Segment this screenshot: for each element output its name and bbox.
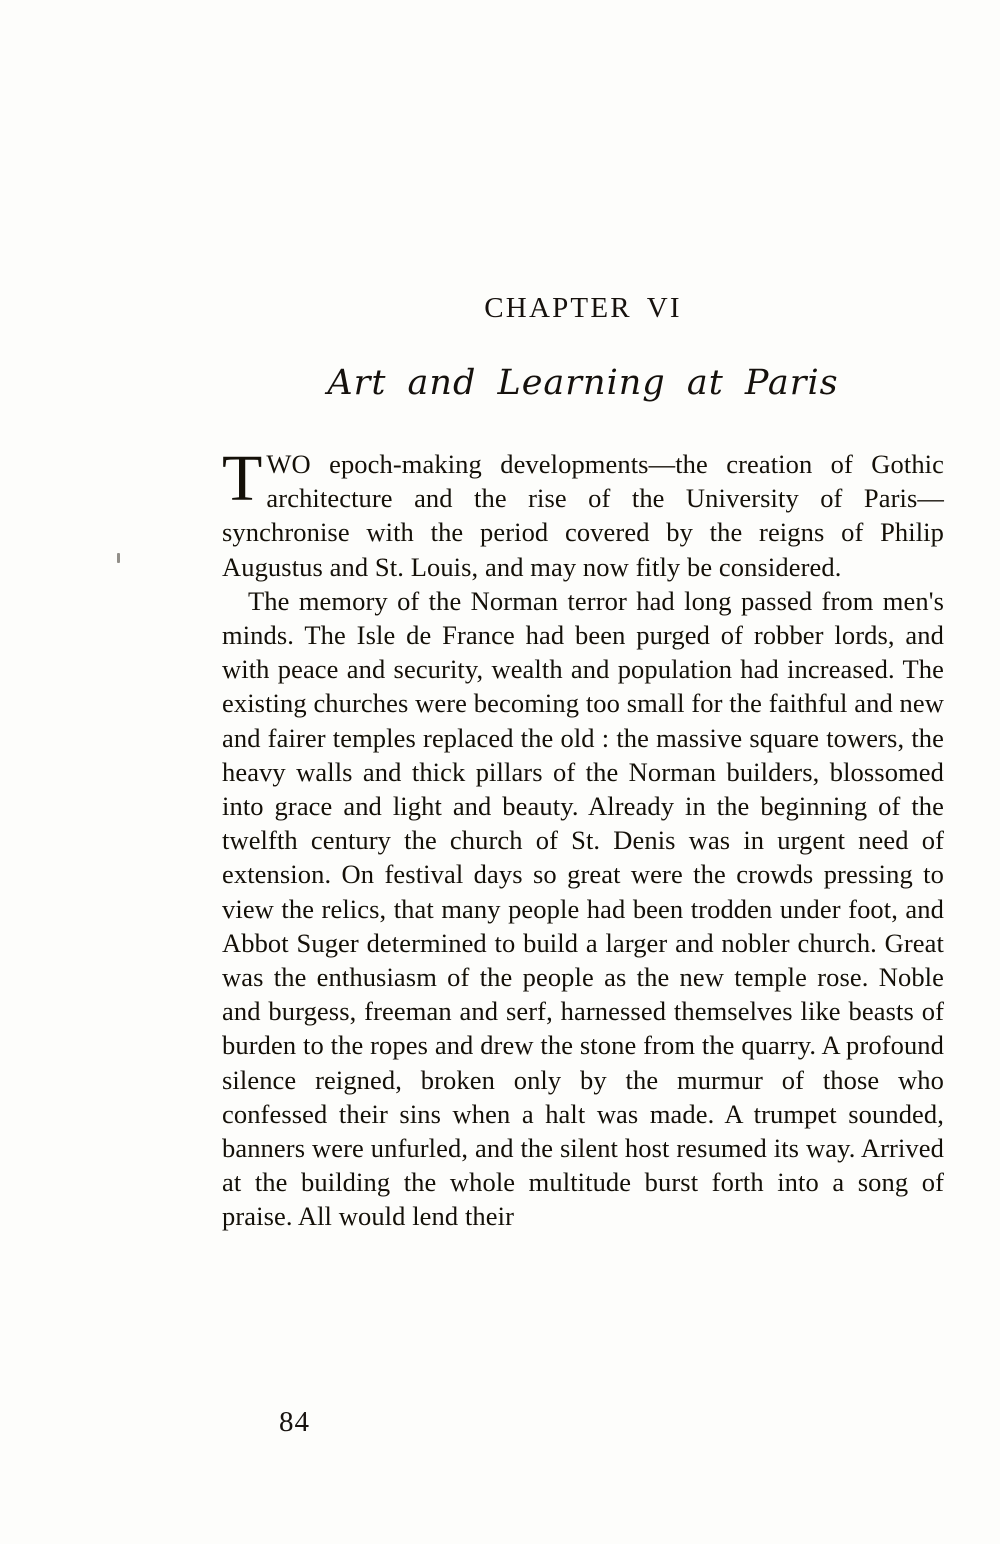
paragraph-opening xyxy=(222,442,944,584)
drop-cap-letter: T xyxy=(222,442,263,515)
page-content xyxy=(222,292,944,1234)
paragraph-body: The memory of the Norman terror had long passed from men's minds. The Isle de France had been purged of robber lords, and with peace and security, wealth and population had increased. The existing churches were becoming too small for the faithful and new and fairer temples replaced the old : the massive square towers, the heavy walls and thick pillars of the Norman builders, blossomed into grace and light and beauty. Already in the beginning of the twelfth century the church of St. Denis was in urgent need of extension. On festival days so great were the crowds pressing to view the relics, that many people had been trodden under foot, and Abbot Suger determined to build a larger and nobler church. Great was the enthusiasm of the people as the new temple rose. Noble and burgess, freeman and serf, harnessed themselves like beasts of burden to the ropes and drew the stone from the quarry. A profound silence reigned, broken only by the murmur of those who confessed their sins when a halt was made. A trumpet sounded, banners were unfurled, and the silent host resumed its way. Arrived at the building the whole multitude burst forth into a song of praise. All would lend their xyxy=(222,585,944,1232)
page-number: 84 xyxy=(279,1406,310,1438)
margin-speck xyxy=(117,553,120,563)
body-text xyxy=(222,442,944,1234)
paragraph-opening-text: WO epoch-making developments—the creation of Gothic architecture and the rise of the University of Paris—synchronise with the period covered by the reigns of Philip Augustus and St. Louis, and may now fitly be considered. xyxy=(222,449,944,582)
chapter-title: Art and Learning at Paris xyxy=(327,363,839,403)
chapter-label: CHAPTER VI xyxy=(484,292,682,324)
